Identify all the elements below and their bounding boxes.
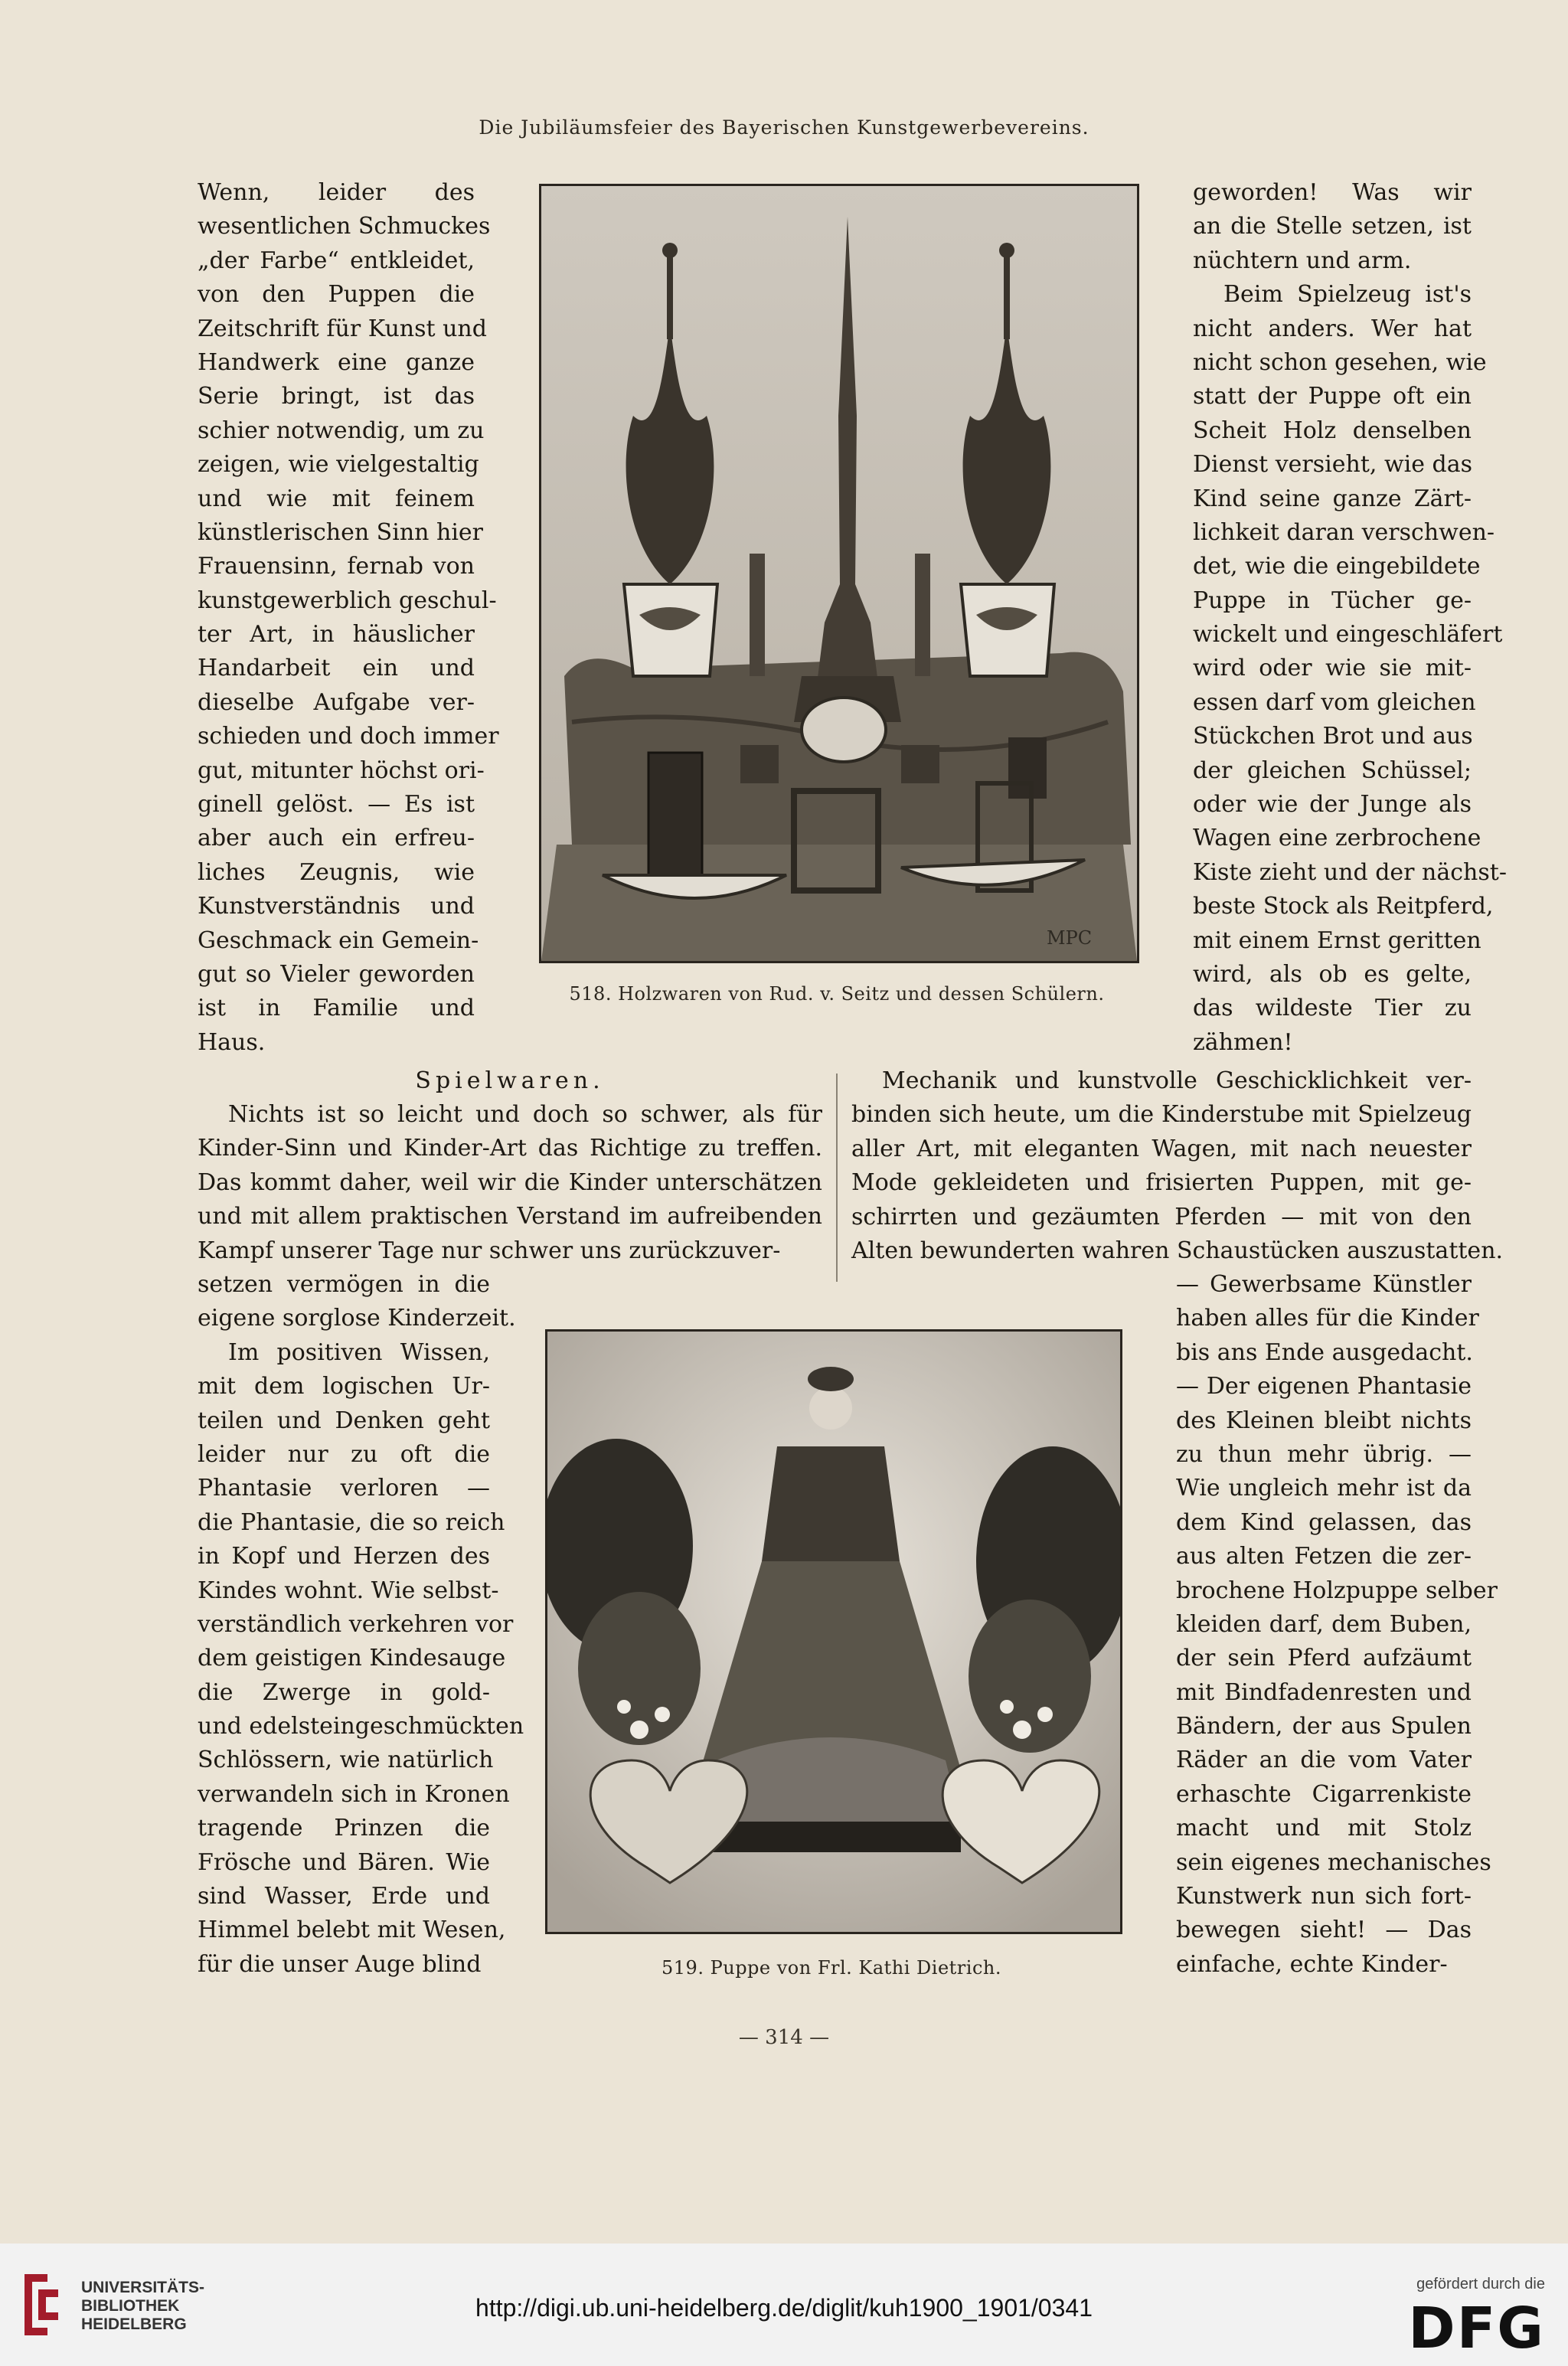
text-line: Das kommt daher, weil wir die Kinder unterschätzen	[198, 1168, 822, 1196]
text-line: gut, mitunter höchst ori-	[198, 757, 485, 784]
text-line: und mit allem praktischen Verstand im aufreibenden	[198, 1203, 822, 1230]
text-line: zu thun mehr übrig. —	[1176, 1440, 1472, 1468]
text-line: in Kopf und Herzen des	[198, 1543, 490, 1570]
text-line: Kinder-Sinn und Kinder-Art das Richtige zu treffen.	[198, 1135, 822, 1162]
text-line: haben alles für die Kinder	[1176, 1305, 1479, 1332]
text-line: Kunstwerk nun sich fort-	[1176, 1883, 1472, 1910]
text-line: und wie mit feinem	[198, 485, 475, 512]
text-line: einfache, echte Kinder-	[1176, 1950, 1448, 1978]
text-line: Alten bewunderten wahren Schaustücken auszustatten.	[851, 1237, 1504, 1264]
photo-monogram: MPC	[1047, 927, 1093, 949]
text-line: bewegen sieht! — Das	[1176, 1917, 1472, 1944]
text-line: schier notwendig, um zu	[198, 417, 485, 444]
text-line: mit dem logischen Ur-	[198, 1373, 490, 1400]
text-line: dem Kind gelassen, das	[1176, 1508, 1472, 1536]
text-line: — Der eigenen Phantasie	[1176, 1373, 1472, 1400]
text-line: ginell gelöst. — Es ist	[198, 791, 475, 819]
text-line: geworden! Was wir	[1193, 179, 1472, 206]
text-line: sind Wasser, Erde und	[198, 1883, 490, 1910]
text-line: ter Art, in häuslicher	[198, 621, 475, 649]
text-line: Im positiven Wissen,	[228, 1338, 490, 1366]
figure-518-photo	[539, 184, 1139, 963]
text-line: „der Farbe“ entkleidet,	[198, 247, 475, 274]
text-line: Wagen eine zerbrochene	[1193, 825, 1481, 852]
text-line: aber auch ein erfreu-	[198, 825, 475, 852]
text-line: Kindes wohnt. Wie selbst-	[198, 1577, 499, 1604]
text-line: mit einem Ernst geritten	[1193, 926, 1481, 954]
text-line: Schlössern, wie natürlich	[198, 1747, 494, 1774]
text-line: wickelt und eingeschläfert	[1193, 621, 1503, 649]
text-line: künstlerischen Sinn hier	[198, 518, 484, 546]
column-divider	[836, 1074, 838, 1282]
text-line: die Zwerge in gold-	[198, 1678, 490, 1706]
text-line: für die unser Auge blind	[198, 1950, 482, 1978]
text-line: lichkeit daran verschwen-	[1193, 518, 1495, 546]
text-line: Phantasie verloren —	[198, 1475, 490, 1502]
text-line: aller Art, mit eleganten Wagen, mit nach neuester	[851, 1135, 1472, 1162]
text-line: Dienst versieht, wie das	[1193, 451, 1472, 479]
text-line: brochene Holzpuppe selber	[1176, 1577, 1498, 1604]
text-line: Bändern, der aus Spulen	[1176, 1713, 1472, 1740]
text-line: verwandeln sich in Kronen	[198, 1780, 510, 1808]
figure-519-caption: 519. Puppe von Frl. Kathi Dietrich.	[662, 1957, 1001, 1979]
text-line: mit Bindfadenresten und	[1176, 1678, 1472, 1706]
section-heading-container	[198, 1064, 822, 1098]
text-line: liches Zeugnis, wie	[198, 858, 475, 886]
text-line: des Kleinen bleibt nichts	[1176, 1407, 1472, 1434]
text-line: Wenn, leider des	[198, 179, 475, 206]
text-line: Mechanik und kunstvolle Geschicklichkeit ver-	[882, 1067, 1472, 1094]
text-line: erhaschte Cigarrenkiste	[1176, 1780, 1472, 1808]
text-line: eigene sorglose Kinderzeit.	[198, 1305, 516, 1332]
text-line: Beim Spielzeug ist's	[1223, 281, 1472, 309]
text-line: die Phantasie, die so reich	[198, 1508, 505, 1536]
text-line: tragende Prinzen die	[198, 1815, 490, 1842]
text-line: Nichts ist so leicht und doch so schwer, als für	[228, 1101, 822, 1128]
text-column-right-top	[1193, 176, 1507, 1060]
text-line: das wildeste Tier zu	[1193, 995, 1472, 1022]
text-line: oder wie der Junge als	[1193, 791, 1472, 819]
text-line: Scheit Holz denselben	[1193, 417, 1472, 444]
running-title: Die Jubiläumsfeier des Bayerischen Kunstgewerbevereins.	[479, 116, 1089, 139]
text-line: Himmel belebt mit Wesen,	[198, 1917, 506, 1944]
permalink-url[interactable]: http://digi.ub.uni-heidelberg.de/diglit/kuh1900_1901/0341	[475, 2294, 1093, 2322]
text-line: und edelsteingeschmückten	[198, 1713, 524, 1740]
text-line: gut so Vieler geworden	[198, 960, 475, 988]
text-line: ist in Familie und	[198, 995, 475, 1022]
text-line: kleiden darf, dem Buben,	[1176, 1610, 1472, 1638]
text-line: sein eigenes mechanisches	[1176, 1848, 1491, 1876]
text-line: det, wie die eingebildete	[1193, 553, 1481, 580]
section-heading: Spielwaren.	[415, 1067, 605, 1094]
text-line: Puppe in Tücher ge-	[1193, 587, 1472, 614]
text-line: wesentlichen Schmuckes	[198, 213, 491, 240]
text-column-left-middle	[198, 1098, 822, 1268]
digitization-footer	[0, 2243, 1568, 2366]
funding-note: gefördert durch die	[1416, 2276, 1545, 2292]
text-line: von den Puppen die	[198, 281, 475, 309]
text-line: nicht anders. Wer hat	[1193, 315, 1472, 342]
text-line: Handwerk eine ganze	[198, 348, 475, 376]
text-line: wird oder wie sie mit-	[1193, 655, 1472, 682]
text-line: nüchtern und arm.	[1193, 247, 1412, 274]
library-name-line: UNIVERSITÄTS-	[81, 2279, 205, 2296]
text-line: zeigen, wie vielgestaltig	[198, 451, 479, 479]
library-name-line: HEIDELBERG	[81, 2315, 187, 2333]
text-line: leider nur zu oft die	[198, 1440, 490, 1468]
text-line: essen darf vom gleichen	[1193, 688, 1476, 716]
text-line: Handarbeit ein und	[198, 655, 475, 682]
text-line: verständlich verkehren vor	[198, 1610, 514, 1638]
text-line: bis ans Ende ausgedacht.	[1176, 1338, 1473, 1366]
text-line: binden sich heute, um die Kinderstube mit Spielzeug	[851, 1101, 1472, 1129]
text-line: macht und mit Stolz	[1176, 1815, 1472, 1842]
text-line: Serie bringt, ist das	[198, 383, 475, 410]
text-line: an die Stelle setzen, ist	[1193, 213, 1472, 240]
text-line: Geschmack ein Gemein-	[198, 926, 479, 954]
text-line: Kiste zieht und der nächst-	[1193, 858, 1507, 886]
text-line: Mode gekleideten und frisierten Puppen, mit ge-	[851, 1169, 1472, 1197]
text-line: schieden und doch immer	[198, 723, 499, 750]
text-line: Frösche und Bären. Wie	[198, 1848, 490, 1876]
text-line: schirrten und gezäumten Pferden — mit von den	[851, 1203, 1472, 1230]
text-line: Kind seine ganze Zärt-	[1193, 485, 1472, 512]
text-column-left-top	[198, 176, 499, 1060]
text-line: der sein Pferd aufzäumt	[1176, 1645, 1472, 1672]
text-line: teilen und Denken geht	[198, 1407, 490, 1434]
woodwork-display-illustration	[541, 186, 1137, 961]
text-line: wird, als ob es gelte,	[1193, 960, 1472, 988]
text-line: dieselbe Aufgabe ver-	[198, 688, 475, 716]
text-column-right-middle	[851, 1064, 1504, 1268]
text-column-right-bottom	[1176, 1268, 1498, 1982]
text-line: — Gewerbsame Künstler	[1176, 1271, 1472, 1298]
text-line: Wie ungleich mehr ist da	[1176, 1475, 1472, 1502]
text-line: der gleichen Schüssel;	[1193, 757, 1472, 784]
text-line: setzen vermögen in die	[198, 1271, 490, 1298]
library-name-line: BIBLIOTHEK	[81, 2297, 180, 2315]
text-line: zähmen!	[1193, 1028, 1293, 1056]
text-line: statt der Puppe oft ein	[1193, 383, 1472, 410]
text-line: aus alten Fetzen die zer-	[1176, 1543, 1472, 1570]
text-line: Zeitschrift für Kunst und	[198, 315, 487, 342]
dfg-logo: DFG	[1408, 2296, 1545, 2361]
text-line: dem geistigen Kindesauge	[198, 1645, 506, 1672]
page-number: — 314 —	[738, 2026, 830, 2049]
text-line: kunstgewerblich geschul-	[198, 587, 497, 614]
figure-518-caption: 518. Holzwaren von Rud. v. Seitz und dessen Schülern.	[569, 983, 1105, 1005]
text-column-left-bottom	[198, 1268, 524, 1982]
text-line: Kunstverständnis und	[198, 893, 475, 920]
text-line: nicht schon gesehen, wie	[1193, 348, 1487, 376]
text-line: Stückchen Brot und aus	[1193, 723, 1473, 750]
text-line: Frauensinn, fernab von	[198, 553, 475, 580]
doll-illustration	[547, 1332, 1120, 1932]
text-line: Haus.	[198, 1028, 266, 1056]
text-line: Kampf unserer Tage nur schwer uns zurückzuver-	[198, 1237, 781, 1264]
text-line: beste Stock als Reitpferd,	[1193, 893, 1494, 920]
text-line: Räder an die vom Vater	[1176, 1747, 1472, 1774]
figure-519-photo	[545, 1329, 1122, 1934]
